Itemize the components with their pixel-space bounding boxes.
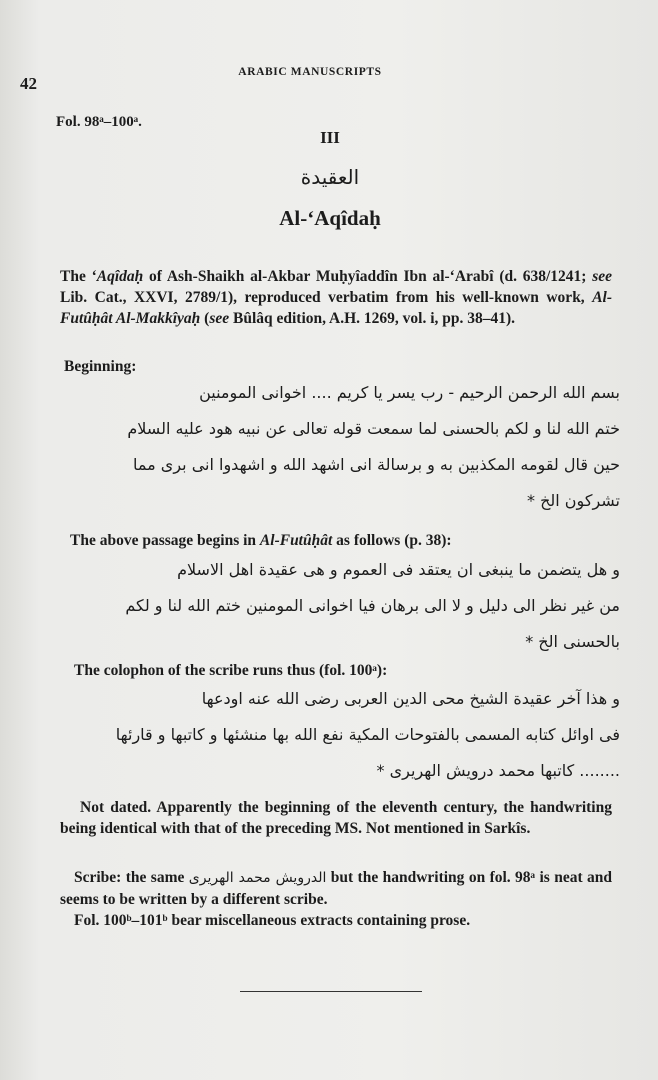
section-numeral: III <box>320 128 340 147</box>
folio-reference: Fol. 98ᵃ–100ᵃ. <box>56 114 142 130</box>
not-dated-paragraph: Not dated. Apparently the beginning of the eleventh century, the handwriting being identical with that of the preceding MS. Not mentioned in Sarkîs. <box>60 799 612 837</box>
futuhat-intro-text-1: The above passage begins in <box>70 532 260 549</box>
intro-text-3: of Ash-Shaikh al-Akbar Muḥyîaddîn Ibn al-‘Arabî (d. 638/1241; <box>143 268 593 285</box>
intro-text-9: Bûlâq edition, A.H. 1269, vol. i, pp. 38–41). <box>229 310 516 327</box>
footnote-rule <box>240 991 422 992</box>
page-number: 42 <box>20 74 37 93</box>
scribe-arabic-name: الدرويش محمد الهريرى <box>188 870 327 886</box>
futuhat-arabic-line-1: و هل يتضمن ما ينبغى ان يعتقد فى العموم و هى عقيدة اهل الاسلام <box>177 560 620 579</box>
beginning-arabic-line-2: ختم الله لنا و لكم بالحسنى لما سمعت قوله تعالى عن نبيه هود عليه السلام <box>127 419 620 438</box>
section-title: Al-‘Aqîdaḥ <box>279 206 381 230</box>
intro-text-7: ( <box>200 310 210 327</box>
beginning-arabic-line-4: تشركون الخ * <box>526 491 620 510</box>
intro-text-1: The ‘ <box>60 268 97 285</box>
intro-text-4: see <box>592 268 612 285</box>
futuhat-intro-text-2: Al-Futûḥât <box>259 532 333 549</box>
colophon-intro: The colophon of the scribe runs thus (fol. 100ᵃ): <box>74 662 388 679</box>
scribe-paragraph <box>60 867 612 910</box>
intro-text-2: Aqîdaḥ <box>96 268 144 285</box>
beginning-arabic-line-1: بسم الله الرحمن الرحيم - رب يسر يا كريم .... اخوانى المومنين <box>199 383 620 402</box>
colophon-arabic-line-3: ........ كاتبها محمد درويش الهريرى * <box>376 761 620 780</box>
futuhat-intro <box>70 532 452 550</box>
beginning-label: Beginning: <box>64 358 137 375</box>
arabic-title: العقيدة <box>300 165 360 189</box>
colophon-arabic-line-1: و هذا آخر عقيدة الشيخ محى الدين العربى رضى الله عنه اودعها <box>201 689 620 708</box>
beginning-arabic-line-3: حين قال لقومه المكذبين به و برسالة انى اشهد الله و اشهدوا انى برى مما <box>133 455 620 474</box>
futuhat-arabic-line-2: من غير نظر الى دليل و لا الى برهان فيا اخوانى المومنين ختم الله لنا و لكم <box>125 596 620 615</box>
futuhat-arabic-line-3: بالحسنى الخ * <box>525 632 620 651</box>
colophon-arabic-line-2: فى اوائل كتابه المسمى بالفتوحات المكية نفع الله بها منشئها و كاتبها و قارئها <box>115 725 620 744</box>
intro-text-6: Al-Futûḥât Al-Makkîyaḥ <box>60 289 612 327</box>
running-head: ARABIC MANUSCRIPTS <box>238 66 382 78</box>
scribe-text-1: Scribe: the same <box>74 869 189 886</box>
intro-text-8: see <box>209 310 230 327</box>
intro-paragraph <box>60 266 612 329</box>
futuhat-intro-text-3: as follows (p. 38): <box>332 532 452 549</box>
intro-text-5: Lib. Cat., XXVI, 2789/1), reproduced verbatim from his well-known work, <box>60 289 593 306</box>
extracts-paragraph: Fol. 100ᵇ–101ᵇ bear miscellaneous extracts containing prose. <box>74 912 471 929</box>
scribe-text-2: but the handwriting on fol. 98ᵃ is neat and seems to be written by a different scribe. <box>60 869 612 908</box>
